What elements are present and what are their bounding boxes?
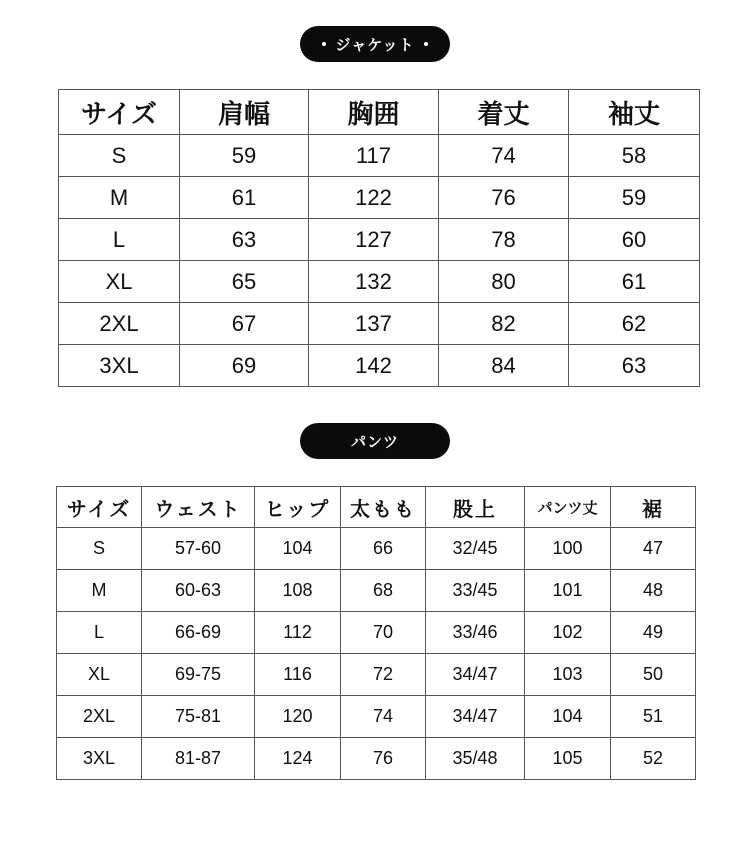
table-cell: 2XL (57, 696, 142, 738)
header-cell: サイズ (59, 90, 180, 135)
table-cell: M (57, 570, 142, 612)
table-cell: 34/47 (426, 654, 525, 696)
table-cell: 69 (180, 345, 309, 387)
table-cell: 132 (309, 261, 439, 303)
table-cell: 137 (309, 303, 439, 345)
table-cell: 60-63 (142, 570, 255, 612)
header-cell: 裾 (611, 487, 696, 528)
table-cell: 120 (255, 696, 341, 738)
table-cell: L (57, 612, 142, 654)
table-cell: 122 (309, 177, 439, 219)
table-cell: 75-81 (142, 696, 255, 738)
table-cell: 3XL (59, 345, 180, 387)
table-cell: 102 (525, 612, 611, 654)
jacket-title-text: ジャケット (335, 35, 415, 54)
table-cell: 66-69 (142, 612, 255, 654)
table-cell: 63 (569, 345, 700, 387)
table-row (57, 612, 696, 654)
table-cell: S (57, 528, 142, 570)
table-cell: 50 (611, 654, 696, 696)
table-cell: 81-87 (142, 738, 255, 780)
table-cell: 65 (180, 261, 309, 303)
table-cell: 100 (525, 528, 611, 570)
table-cell: 47 (611, 528, 696, 570)
table-cell: 80 (439, 261, 569, 303)
table-row (57, 654, 696, 696)
table-cell: 104 (255, 528, 341, 570)
table-cell: 61 (180, 177, 309, 219)
bullet-dot-icon (322, 42, 326, 46)
header-cell: サイズ (57, 487, 142, 528)
table-header-row (57, 487, 696, 528)
table-cell: 124 (255, 738, 341, 780)
header-cell: 着丈 (439, 90, 569, 135)
table-cell: 57-60 (142, 528, 255, 570)
jacket-section-title (300, 26, 450, 62)
table-row (59, 177, 700, 219)
header-cell: 股上 (426, 487, 525, 528)
table-cell: 116 (255, 654, 341, 696)
table-cell: 33/46 (426, 612, 525, 654)
table-cell: 61 (569, 261, 700, 303)
table-cell: 117 (309, 135, 439, 177)
table-cell: S (59, 135, 180, 177)
table-cell: 34/47 (426, 696, 525, 738)
table-cell: 63 (180, 219, 309, 261)
table-cell: 62 (569, 303, 700, 345)
table-cell: 58 (569, 135, 700, 177)
table-cell: 49 (611, 612, 696, 654)
table-cell: 59 (180, 135, 309, 177)
table-row (57, 570, 696, 612)
table-cell: 84 (439, 345, 569, 387)
table-cell: XL (57, 654, 142, 696)
table-cell: 66 (341, 528, 426, 570)
header-cell: ウェスト (142, 487, 255, 528)
pants-section-title (300, 423, 450, 459)
table-cell: 67 (180, 303, 309, 345)
header-cell: 肩幅 (180, 90, 309, 135)
table-cell: 33/45 (426, 570, 525, 612)
table-cell: 69-75 (142, 654, 255, 696)
header-cell: 太もも (341, 487, 426, 528)
table-cell: 105 (525, 738, 611, 780)
table-cell: M (59, 177, 180, 219)
table-cell: 68 (341, 570, 426, 612)
table-row (59, 261, 700, 303)
table-cell: 3XL (57, 738, 142, 780)
table-row (59, 135, 700, 177)
table-cell: 74 (341, 696, 426, 738)
table-cell: 51 (611, 696, 696, 738)
table-row (57, 696, 696, 738)
table-cell: XL (59, 261, 180, 303)
table-cell: L (59, 219, 180, 261)
table-cell: 59 (569, 177, 700, 219)
table-row (59, 345, 700, 387)
table-cell: 108 (255, 570, 341, 612)
header-cell: 袖丈 (569, 90, 700, 135)
table-cell: 101 (525, 570, 611, 612)
table-row (59, 303, 700, 345)
jacket-size-table (58, 89, 700, 387)
header-cell: ヒップ (255, 487, 341, 528)
table-cell: 127 (309, 219, 439, 261)
bullet-dot-icon (424, 42, 428, 46)
table-header-row (59, 90, 700, 135)
table-cell: 103 (525, 654, 611, 696)
table-cell: 76 (439, 177, 569, 219)
table-cell: 72 (341, 654, 426, 696)
table-row (59, 219, 700, 261)
pants-size-table (56, 486, 696, 780)
table-cell: 78 (439, 219, 569, 261)
header-cell: パンツ丈 (525, 487, 611, 528)
table-cell: 82 (439, 303, 569, 345)
table-cell: 74 (439, 135, 569, 177)
table-cell: 104 (525, 696, 611, 738)
table-cell: 60 (569, 219, 700, 261)
table-cell: 52 (611, 738, 696, 780)
table-cell: 70 (341, 612, 426, 654)
table-cell: 48 (611, 570, 696, 612)
table-row (57, 738, 696, 780)
table-cell: 35/48 (426, 738, 525, 780)
header-cell: 胸囲 (309, 90, 439, 135)
table-row (57, 528, 696, 570)
table-cell: 112 (255, 612, 341, 654)
table-cell: 32/45 (426, 528, 525, 570)
table-cell: 142 (309, 345, 439, 387)
table-cell: 76 (341, 738, 426, 780)
table-cell: 2XL (59, 303, 180, 345)
pants-title-text: パンツ (350, 432, 399, 451)
